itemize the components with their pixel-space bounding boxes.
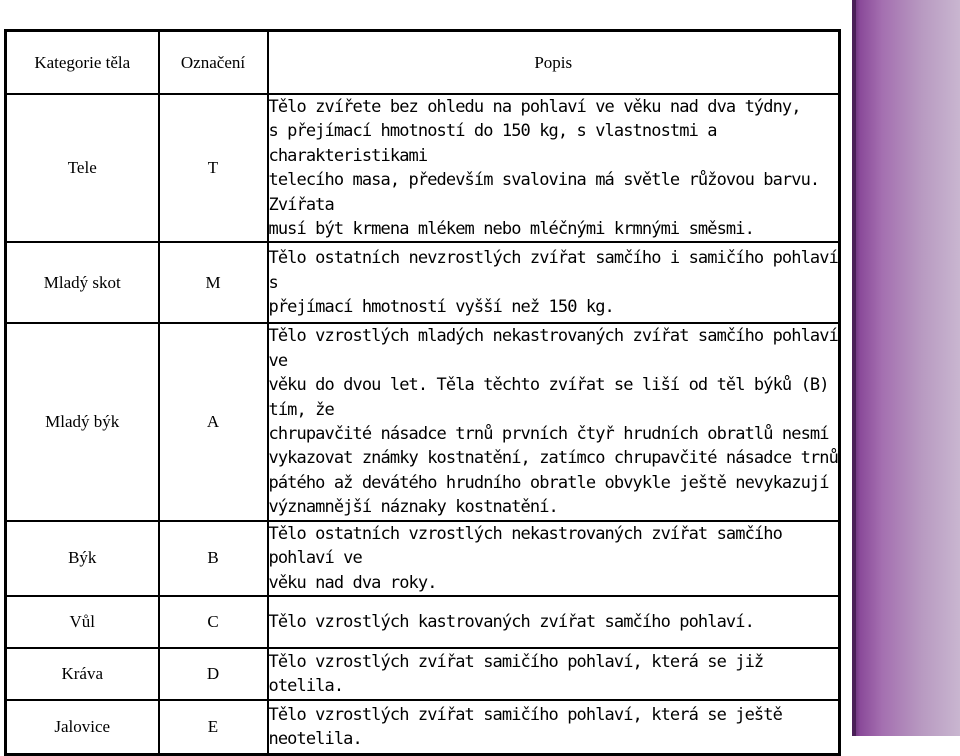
- description-line: telecího masa, především svalovina má světle růžovou barvu. Zvířata: [268, 170, 820, 215]
- row-category: Mladý býk: [6, 323, 159, 520]
- row-description: [268, 242, 840, 323]
- row-description: [268, 596, 840, 648]
- description-line: věku nad dva roky.: [268, 572, 437, 593]
- side-band-stripe: [852, 0, 856, 736]
- row-category: Vůl: [6, 596, 159, 648]
- row-description: [268, 94, 840, 242]
- carcass-category-table: [4, 29, 841, 756]
- row-code: D: [159, 648, 268, 700]
- row-category: Kráva: [6, 648, 159, 700]
- row-code: T: [159, 94, 268, 242]
- description-line: Tělo vzrostlých zvířat samičího pohlaví, která se již otelila.: [268, 651, 764, 696]
- row-description: [268, 521, 840, 596]
- table-row: [6, 323, 840, 520]
- table-row: [6, 94, 840, 242]
- row-category: Jalovice: [6, 700, 159, 755]
- table-row: [6, 242, 840, 323]
- row-description: [268, 323, 840, 520]
- description-line: chrupavčité násadce trnů prvních čtyř hrudních obratlů nesmí: [268, 424, 829, 445]
- description-line: Tělo vzrostlých mladých nekastrovaných zvířat samčího pohlaví ve: [268, 326, 838, 371]
- header-code: Označení: [159, 31, 268, 95]
- table-header-row: [6, 31, 840, 95]
- description-line: věku do dvou let. Těla těchto zvířat se liší od těl býků (B) tím, že: [268, 375, 829, 420]
- row-code: M: [159, 242, 268, 323]
- description-line: vykazovat známky kostnatění, zatímco chrupavčité násadce trnů: [268, 448, 838, 469]
- table-row: [6, 700, 840, 755]
- row-code: C: [159, 596, 268, 648]
- description-line: musí být krmena mlékem nebo mléčnými krmnými směsmi.: [268, 219, 754, 240]
- row-code: E: [159, 700, 268, 755]
- description-line: přejímací hmotností vyšší než 150 kg.: [268, 297, 614, 318]
- description-line: Tělo vzrostlých zvířat samičího pohlaví, která se ještě neotelila.: [268, 704, 782, 749]
- description-line: významnější náznaky kostnatění.: [268, 497, 558, 518]
- row-description: [268, 700, 840, 755]
- row-code: B: [159, 521, 268, 596]
- table-row: [6, 648, 840, 700]
- description-line: Tělo ostatních vzrostlých nekastrovaných zvířat samčího pohlaví ve: [268, 523, 782, 569]
- row-code: A: [159, 323, 268, 520]
- description-line: pátého až devátého hrudního obratle obvykle ještě nevykazují: [268, 472, 829, 493]
- description-line: Tělo vzrostlých kastrovaných zvířat samčího pohlaví.: [268, 611, 754, 632]
- table-row: [6, 521, 840, 596]
- description-line: s přejímací hmotností do 150 kg, s vlastnostmi a charakteristikami: [268, 121, 717, 166]
- row-category: Mladý skot: [6, 242, 159, 323]
- table-row: [6, 596, 840, 648]
- row-category: Tele: [6, 94, 159, 242]
- description-line: Tělo ostatních nevzrostlých zvířat samčího i samičího pohlaví s: [268, 248, 838, 293]
- header-description: Popis: [268, 31, 840, 95]
- description-line: Tělo zvířete bez ohledu na pohlaví ve věku nad dva týdny,: [268, 97, 801, 117]
- decorative-side-band: [852, 0, 960, 736]
- row-category: Býk: [6, 521, 159, 596]
- row-description: [268, 648, 840, 700]
- header-category: Kategorie těla: [6, 31, 159, 95]
